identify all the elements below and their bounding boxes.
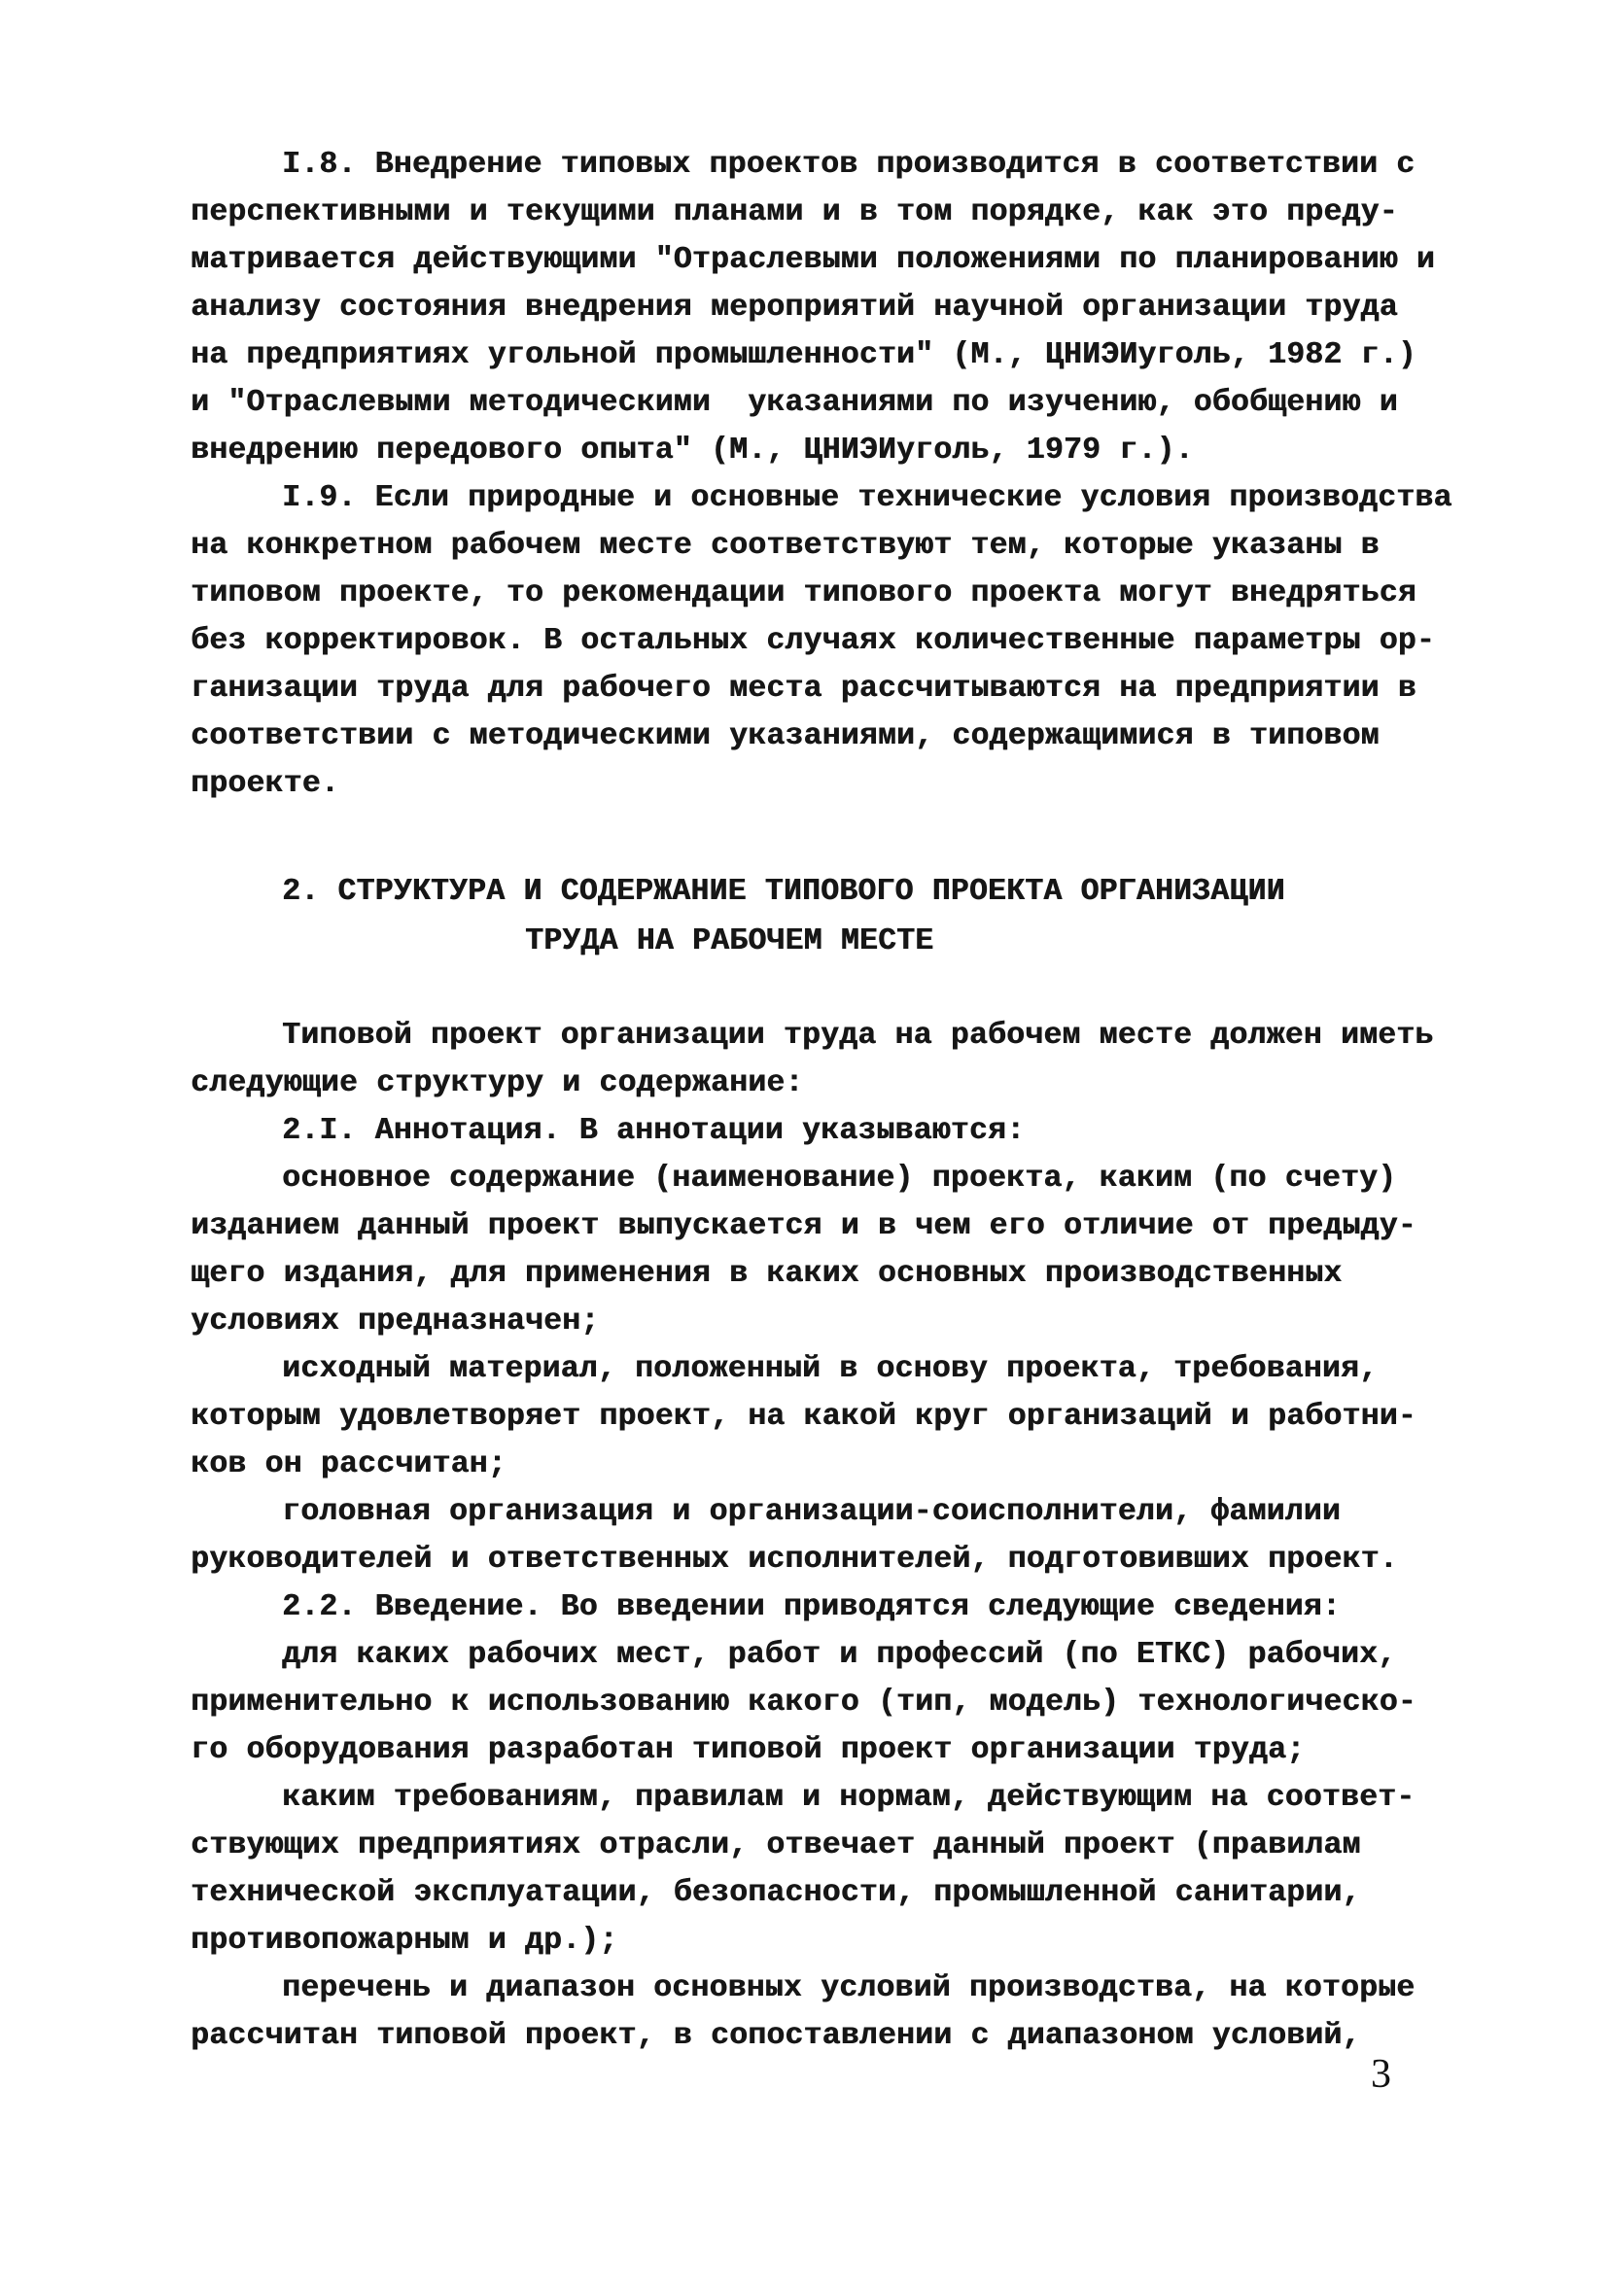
intro-line: Типовой проект организации труда на рабочем месте должен иметь <box>282 1019 1434 1053</box>
section-1-8-line: матривается действующими "Отраслевыми положениями по планированию и <box>191 243 1435 277</box>
section-heading: ТРУДА НА РАБОЧЕМ МЕСТЕ <box>525 924 934 958</box>
section-2-1-line: которым удовлетворяет проект, на какой круг организаций и работни- <box>191 1400 1416 1434</box>
intro-line: следующие структуру и содержание: <box>191 1066 804 1100</box>
section-1-9-line: I.9. Если природные и основные технические условия производства <box>282 481 1452 515</box>
section-1-8-line: I.8. Внедрение типовых проектов производится в соответствии с <box>282 148 1416 182</box>
section-2-2-line: каким требованиям, правилам и нормам, действующим на соответ- <box>282 1781 1416 1815</box>
section-2-1-line: изданием данный проект выпускается и в чем его отличие от предыду- <box>191 1209 1416 1243</box>
section-1-9-line: на конкретном рабочем месте соответствуют тем, которые указаны в <box>191 529 1380 563</box>
section-2-2-line: противопожарным и др.); <box>191 1924 618 1958</box>
section-2-1-line: руководителей и ответственных исполнителей, подготовивших проект. <box>191 1543 1398 1577</box>
section-1-9-line: типовом проекте, то рекомендации типового проекта могут внедряться <box>191 576 1416 610</box>
section-1-8-line: анализу состояния внедрения мероприятий научной организации труда <box>191 291 1398 325</box>
section-2-1-line: основное содержание (наименование) проекта, каким (по счету) <box>282 1162 1397 1196</box>
section-1-8-line: и "Отраслевыми методическими указаниями по изучению, обобщению и <box>191 386 1398 420</box>
section-1-8-line: перспективными и текущими планами и в том порядке, как это преду- <box>191 195 1398 229</box>
section-2-2-line: применительно к использованию какого (тип, модель) технологическо- <box>191 1686 1416 1720</box>
section-1-9-line: проекте. <box>191 767 339 801</box>
section-2-2-line: рассчитан типовой проект, в сопоставлении с диапазоном условий, <box>191 2019 1361 2053</box>
section-1-8-line: на предприятиях угольной промышленности" (М., ЦНИЭИуголь, 1982 г.) <box>191 338 1416 372</box>
section-2-2-line: перечень и диапазон основных условий производства, на которые <box>282 1971 1416 2005</box>
section-2-2-line: ствующих предприятиях отрасли, отвечает данный проект (правилам <box>191 1828 1361 1862</box>
section-1-9-line: ганизации труда для рабочего места рассчитываются на предприятии в <box>191 672 1416 706</box>
section-2-1-line: исходный материал, положенный в основу проекта, требования, <box>282 1352 1379 1386</box>
section-2-1-line: головная организация и организации-соисполнители, фамилии <box>282 1495 1341 1529</box>
section-1-8-line: внедрению передового опыта" (М., ЦНИЭИуголь, 1979 г.). <box>191 434 1194 468</box>
section-heading: 2. СТРУКТУРА И СОДЕРЖАНИЕ ТИПОВОГО ПРОЕКТА ОРГАНИЗАЦИИ <box>282 875 1285 909</box>
section-2-1-line: щего издания, для применения в каких основных производственных <box>191 1257 1343 1291</box>
section-2-1-line: 2.I. Аннотация. В аннотации указываются: <box>282 1114 1026 1148</box>
section-2-2-line: го оборудования разработан типовой проект организации труда; <box>191 1733 1306 1767</box>
section-1-9-line: соответствии с методическими указаниями, содержащимися в типовом <box>191 719 1380 753</box>
page-number: 3 <box>1371 2052 1391 2097</box>
section-2-1-line: ков он рассчитан; <box>191 1447 507 1481</box>
section-2-1-line: условиях предназначен; <box>191 1305 600 1339</box>
section-1-9-line: без корректировок. В остальных случаях количественные параметры ор- <box>191 624 1435 658</box>
section-2-2-line: 2.2. Введение. Во введении приводятся следующие сведения: <box>282 1590 1341 1624</box>
section-2-2-line: технической эксплуатации, безопасности, промышленной санитарии, <box>191 1876 1361 1910</box>
section-2-2-line: для каких рабочих мест, работ и профессий (по ЕТКС) рабочих, <box>282 1638 1397 1672</box>
